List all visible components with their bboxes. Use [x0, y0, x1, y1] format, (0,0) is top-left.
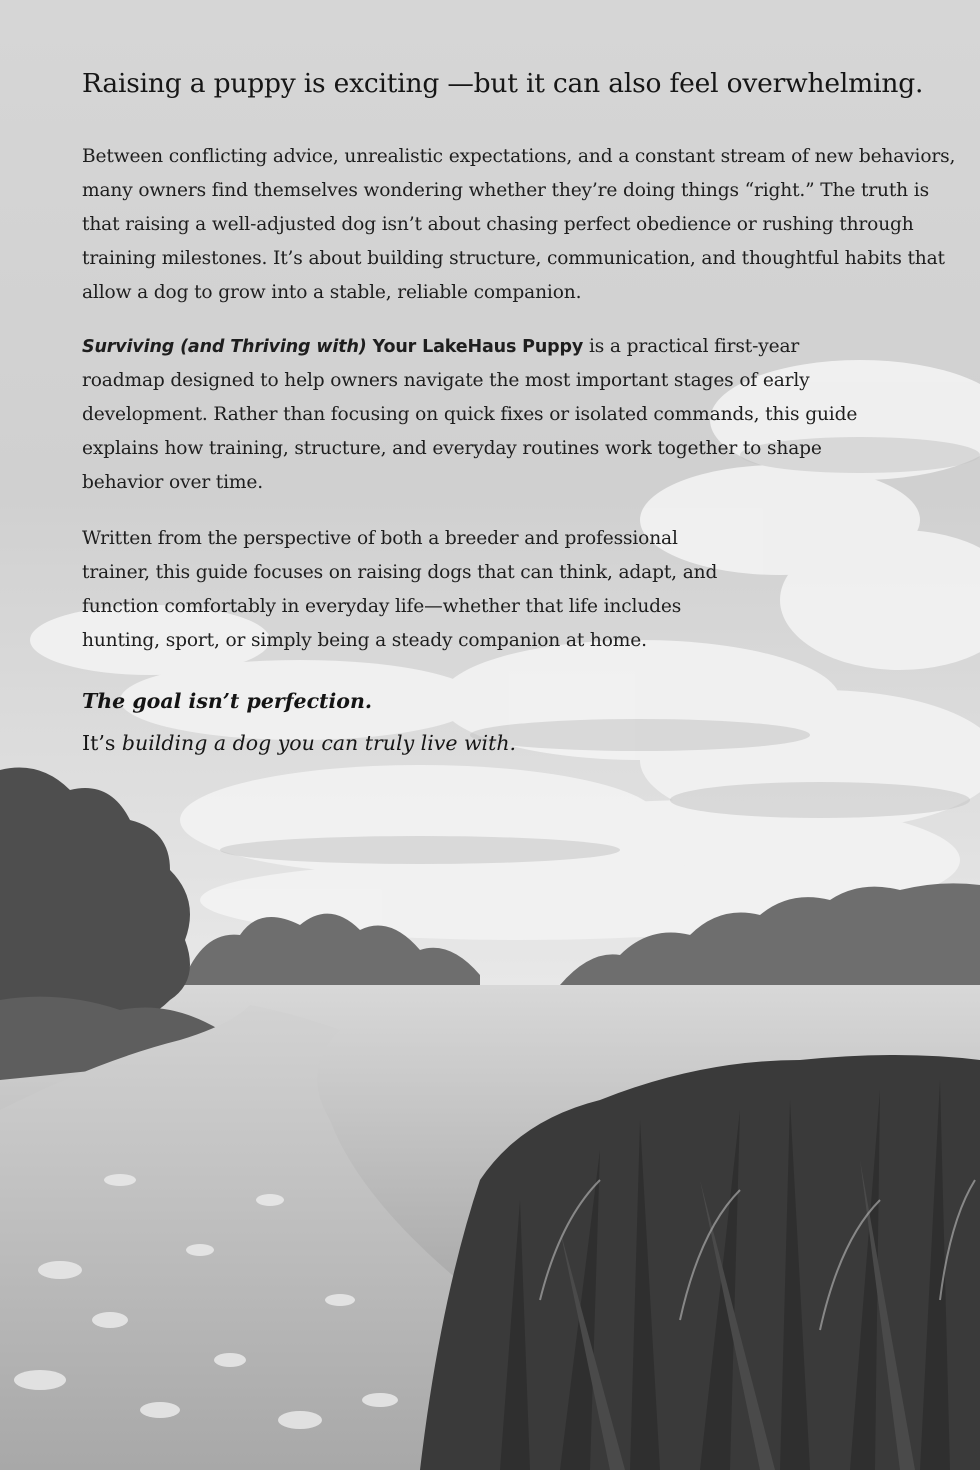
book-description-paragraph [82, 330, 872, 500]
book-title-rest: Your LakeHaus Puppy [372, 337, 584, 357]
closing-line [82, 726, 962, 760]
goal-line: The goal isn’t perfection. [82, 689, 373, 713]
book-title-italic: Surviving (and Thriving with) [82, 337, 367, 357]
closing-emphasis: building a dog you can truly live with. [121, 731, 517, 755]
author-perspective-paragraph: Written from the perspective of both a breeder and professional trainer, this guide focuses on raising dogs that can think, adapt, and function comfortably in everyday life—whether that life includes hunting, sport, or simply being a steady companion at home. [82, 528, 718, 651]
text-block [82, 66, 962, 760]
book-description-body: is a practical first-year roadmap designed to help owners navigate the most important stages of early development. Rather than focusing on quick fixes or isolated commands, this guide explains how training, structure, and everyday routines work together to shape behavior over time. [82, 336, 858, 493]
intro-paragraph: Between conflicting advice, unrealistic expectations, and a constant stream of new behaviors, many owners find themselves wondering whether they’re doing things “right.” The truth is that raising a well-adjusted dog isn’t about chasing perfect obedience or rushing through training milestones. It’s about building structure, communication, and thoughtful habits that allow a dog to grow into a stable, reliable companion. [82, 146, 956, 303]
book-title [82, 337, 583, 357]
headline: Raising a puppy is exciting —but it can also feel overwhelming. [82, 68, 924, 99]
closing-prefix: It’s [82, 731, 116, 755]
